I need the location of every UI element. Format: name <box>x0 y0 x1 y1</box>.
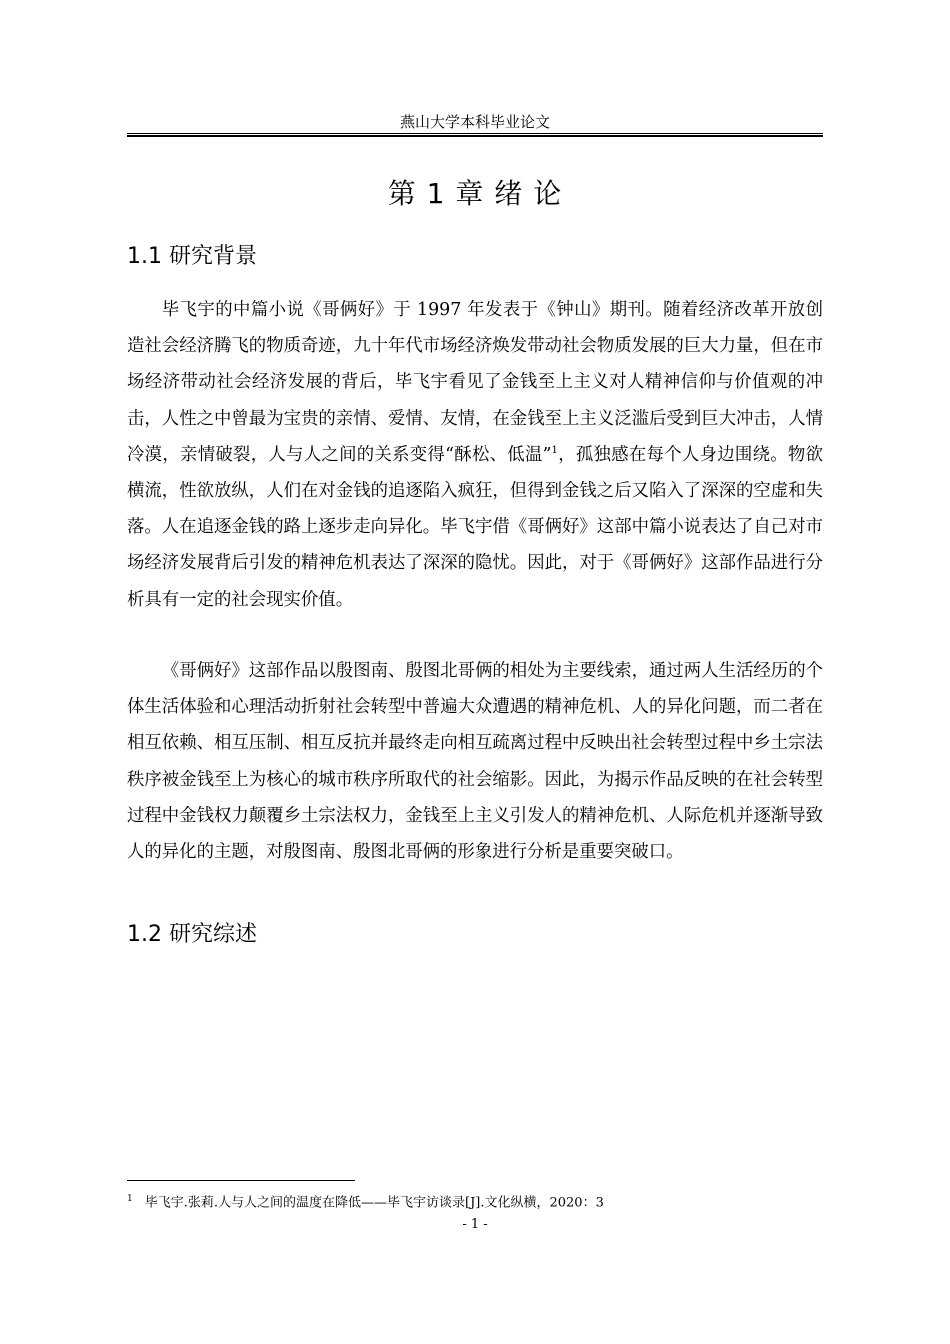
header-rule-thin <box>127 133 823 134</box>
page-number: - 1 - <box>462 1217 488 1232</box>
footnote-mark: 1 <box>127 1194 133 1204</box>
header-rule-thick <box>127 135 823 137</box>
paragraph-thesis: 《哥俩好》这部作品以殷图南、殷图北哥俩的相处为主要线索，通过两人生活经历的个体生活体验和心理活动折射社会转型中普遍大众遭遇的精神危机、人的异化问题，而二者在相互依赖、相互压制、相互反抗并最终走向相互疏离过程中反映出社会转型过程中乡土宗法秩序被金钱至上为核心的城市秩序所取代的社会缩影。因此，为揭示作品反映的在社会转型过程中金钱权力颠覆乡土宗法权力，金钱至上主义引发人的精神危机、人际危机并逐渐导致人的异化的主题，对殷图南、殷图北哥俩的形象进行分析是重要突破口。 <box>127 661 823 863</box>
chapter-title: 第 1 章 绪 论 <box>387 177 563 210</box>
paragraph-text: ，孤独感在每个人身边围绕。物欲横流，性欲放纵，人们在对金钱的追逐陷入疯狂，但得到金钱之后又陷入了深深的空虚和失落。人在追逐金钱的路上逐步走向异化。毕飞宇借《哥俩好》这部中篇小说表达了自己对市场经济发展背后引发的精神危机表达了深深的隐忧。因此，对于《哥俩好》这部作品进行分析具有一定的社会现实价值。 <box>127 444 823 610</box>
footnote <box>127 1190 823 1212</box>
footnote-reference[interactable]: 1 <box>551 445 558 457</box>
running-header: 燕山大学本科毕业论文 <box>399 113 550 131</box>
paragraph-background <box>127 292 823 618</box>
section-heading-1-1: 1.1 研究背景 <box>127 244 257 269</box>
footnote-separator <box>127 1180 355 1181</box>
paragraph-text: 毕飞宇的中篇小说《哥俩好》于 1997 年发表于《钟山》期刊。随着经济改革开放创造社会经济腾飞的物质奇迹，九十年代市场经济焕发带动社会物质发展的巨大力量，但在市场经济带动社会经济发展的背后，毕飞宇看见了金钱至上主义对人精神信仰与价值观的冲击，人性之中曾最为宝贵的亲情、爱情、友情，在金钱至上主义泛滥后受到巨大冲击，人情冷漠，亲情破裂，人与人之间的关系变得“酥松、低温” <box>127 300 823 465</box>
section-heading-1-2: 1.2 研究综述 <box>127 922 257 947</box>
footnote-text: 毕飞宇.张莉.人与人之间的温度在降低——毕飞宇访谈录[J].文化纵横，2020：3 <box>144 1195 604 1211</box>
